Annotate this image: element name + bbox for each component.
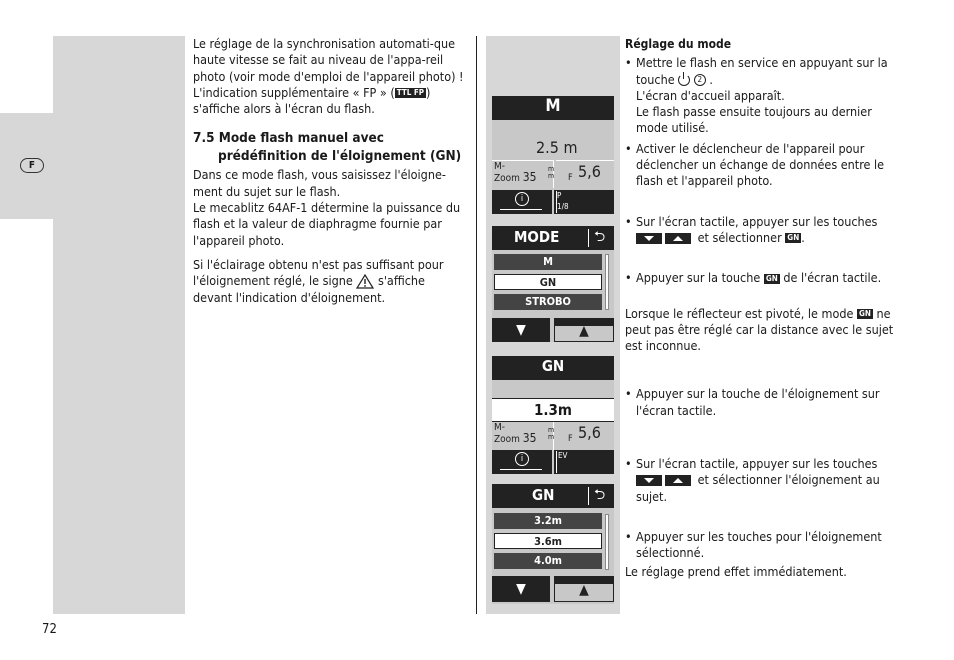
list-item: • Appuyer sur les touches pour l'éloignement sélectionné. [625, 529, 903, 562]
gn-badge: GN [787, 233, 800, 243]
screen-header [492, 356, 614, 380]
power-level-button[interactable]: P 1/8 [554, 190, 614, 214]
list-item[interactable]: 3.2m [494, 513, 602, 529]
distance-field[interactable]: 1.3m [492, 398, 614, 422]
flash-screen-gn-list [492, 484, 614, 604]
gn-badge: GN [859, 309, 871, 319]
down-arrow-icon [636, 475, 662, 486]
chevron-down-icon: ▼ [516, 581, 526, 597]
mode-label: M [545, 96, 561, 116]
paragraph-warning: Si l'éclairage obtenu n'est pas suffisant pour l'éloignement réglé, le signe s'affiche devant l'indication d'éloignement. [193, 256, 444, 305]
power-icon [678, 74, 690, 86]
mode-title: MODE [514, 228, 560, 246]
screen-header [492, 226, 614, 250]
paragraph-effect: Le réglage prend effet immédiatement. [625, 563, 847, 579]
chevron-up-icon: ▲ [579, 323, 589, 340]
right-text-column [625, 36, 903, 580]
flash-screen-mode [492, 226, 614, 342]
section-heading: 7.5 Mode flash manuel avec prédéfinition de l'éloignement (GN) [193, 130, 462, 165]
list-item: • Activer le déclencheur de l'appareil pour déclencher un échange de données entre le flash et l'appareil photo. [625, 141, 903, 190]
screen-header [492, 484, 614, 508]
zoom-box[interactable]: M- Zoom 35 m m [492, 422, 554, 450]
zoom-box[interactable]: M- Zoom 35 m m [492, 160, 554, 188]
info-icon: i [515, 452, 529, 466]
flash-screen-home [492, 96, 614, 214]
section-title: Réglage du mode [625, 37, 732, 51]
list-item: • Sur l'écran tactile, appuyer sur les touches et sélectionner GN . [625, 214, 903, 247]
list-item[interactable]: M [494, 254, 602, 270]
aperture-box[interactable]: F 5,6 [568, 423, 601, 444]
circled-number: 2 [694, 74, 706, 86]
steps-list-2 [625, 214, 903, 247]
up-button[interactable] [554, 576, 614, 602]
paragraph-swivel: Lorsque le réflecteur est pivoté, le mode GN ne peut pas être réglé car la distance avec le sujet est inconnue. [625, 305, 894, 354]
back-arrow-icon[interactable]: ⮌ [594, 229, 606, 245]
paragraph-sync: Le réglage de la synchronisation automati-que haute vitesse se fait au niveau de l'appa-reil photo (voir mode d'emploi de l'appareil photo) ! L'indication supplémentaire « FP » ( TTL FP ) s'affiche alors à l'écran du flash. [193, 36, 464, 117]
list-item[interactable]: 3.6m [494, 533, 602, 549]
steps-list-1 [625, 55, 903, 189]
scrollbar[interactable] [605, 254, 609, 310]
list-item[interactable]: 4.0m [494, 553, 602, 569]
list-item: • Mettre le flash en service en appuyant sur la touche 2 . L'écran d'accueil apparaît. Le flash passe ensuite toujours au dernier mode utilisé. [625, 55, 903, 136]
back-arrow-icon[interactable]: ⮌ [594, 487, 606, 503]
language-badge: F [20, 158, 44, 173]
paragraph-intro: Dans ce mode flash, vous saisissez l'éloigne-ment du sujet sur le flash. [193, 167, 446, 199]
up-button[interactable] [554, 318, 614, 342]
list-item: • Sur l'écran tactile, appuyer sur les touches et sélectionner l'éloignement au sujet. [625, 456, 903, 505]
info-icon: i [515, 192, 529, 206]
column-divider [476, 36, 477, 614]
warning-triangle-icon [356, 274, 374, 289]
gn-badge: GN [765, 273, 778, 283]
up-arrow-icon [665, 233, 691, 244]
steps-list-6 [625, 529, 903, 562]
chevron-up-icon: ▲ [579, 581, 589, 598]
up-arrow-icon [665, 475, 691, 486]
ttl-fp-badge: TTL FP [396, 88, 425, 98]
left-gray-column [53, 36, 185, 614]
info-button[interactable] [492, 450, 552, 474]
list-item[interactable]: GN [494, 274, 602, 290]
distance-display[interactable]: 2.5 m [536, 138, 578, 157]
page-number: 72 [42, 622, 57, 637]
steps-list-4 [625, 386, 903, 419]
gn-title: GN [541, 357, 565, 375]
left-text-column [193, 36, 465, 314]
down-button[interactable] [492, 318, 550, 342]
flash-screen-gn [492, 356, 614, 474]
ev-button[interactable]: EV [554, 450, 614, 474]
aperture-box[interactable]: F 5,6 [556, 160, 614, 188]
steps-list-5 [625, 456, 903, 505]
down-button[interactable] [492, 576, 550, 602]
gn-list-title: GN [532, 486, 555, 504]
list-item: • Appuyer sur la touche de l'éloignement sur l'écran tactile. [625, 386, 903, 419]
down-arrow-icon [636, 233, 662, 244]
scrollbar[interactable] [605, 514, 609, 570]
info-button[interactable] [492, 190, 552, 214]
screen-header[interactable] [492, 96, 614, 120]
list-item[interactable]: STROBO [494, 294, 602, 310]
chevron-down-icon: ▼ [516, 322, 526, 338]
paragraph-power: Le mecablitz 64AF-1 détermine la puissance du flash et la valeur de diaphragme fournie par l'appareil photo. [193, 200, 461, 248]
list-item: • Appuyer sur la touche GN de l'écran tactile. [625, 270, 903, 286]
steps-list-3 [625, 270, 903, 286]
